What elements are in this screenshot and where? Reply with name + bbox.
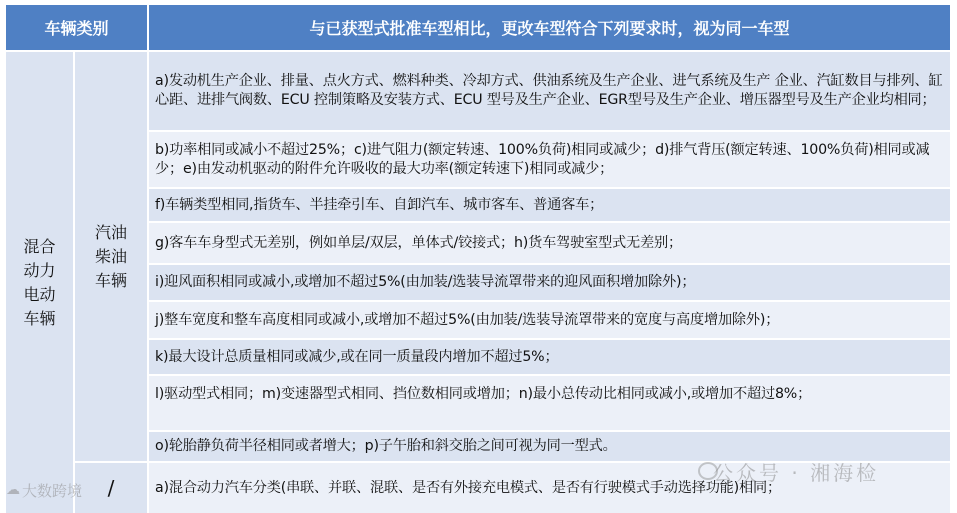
cloud-icon: ☁: [6, 482, 20, 498]
header-requirements: 与已获型式批准车型相比，更改车型符合下列要求时，视为同一车型: [149, 5, 950, 50]
subcategory-gasoline-diesel-label: 汽油柴油车辆: [94, 222, 127, 290]
row-text: b)功率相同或减小不超过25%；c)进气阻力(额定转速、100%负荷)相同或减少；d)排气背压(额定转速、100%负荷)相同或减少；e)由发动机驱动的附件允许吸收的最大功率(额定转速下)相同或减少；: [155, 141, 930, 177]
row-text: a)混合动力汽车分类(串联、并联、混联、是否有外接充电模式、是否有行驶模式手动选择功能)相同；: [155, 479, 781, 496]
table-row: [149, 432, 950, 461]
requirements-table: [6, 5, 950, 513]
table-row: [149, 265, 950, 300]
table-row: [149, 189, 950, 221]
watermark-official-account: 公众号 · 湘海检: [713, 461, 880, 485]
row-text: g)客车车身型式无差别，例如单层/双层，单体式/铰接式；h)货车驾驶室型式无差别；: [155, 234, 682, 251]
watermark-brand: 大数跨境: [22, 482, 83, 500]
category-hybrid-vehicle: [6, 52, 73, 513]
table-row: [149, 132, 950, 187]
header-vehicle-category: 车辆类别: [6, 5, 147, 50]
table-row: [149, 340, 950, 374]
table-row: [149, 52, 950, 130]
subcategory-gasoline-diesel: [75, 52, 147, 461]
table-row: [149, 376, 950, 430]
subcategory-next-label: /: [107, 476, 115, 500]
table-row: [149, 302, 950, 338]
row-text: a)发动机生产企业、排量、点火方式、燃料种类、冷却方式、供油系统及生产企业、进气系统及生产 企业、汽缸数目与排列、缸心距、进排气阀数、ECU 控制策略及安装方式、ECU 型号及生产企业、EGR型号及生产企业、增压器型号及生产企业均相同；: [155, 73, 943, 108]
subcategory-next: [75, 463, 147, 513]
row-text: i)迎风面积相同或减小,或增加不超过5%(由加装/选装导流罩带来的迎风面积增加除外)；: [155, 274, 696, 290]
row-text: o)轮胎静负荷半径相同或者增大；p)子午胎和斜交胎之间可视为同一型式。: [155, 438, 617, 454]
row-text: f)车辆类型相同,指货车、半挂牵引车、自卸汽车、城市客车、普通客车；: [155, 196, 604, 213]
table-row: [149, 463, 950, 513]
row-text: l)驱动型式相同；m)变速器型式相同、挡位数相同或增加；n)最小总传动比相同或减小,或增加不超过8%；: [155, 386, 812, 402]
category-hybrid-label: 混合动力电动车辆: [23, 236, 56, 328]
table-row: [149, 223, 950, 263]
row-text: j)整车宽度和整车高度相同或减小,或增加不超过5%(由加装/选装导流罩带来的宽度与高度增加除外)；: [155, 311, 780, 328]
page-edge: [952, 0, 957, 513]
row-text: k)最大设计总质量相同或减少,或在同一质量段内增加不超过5%；: [155, 348, 559, 365]
